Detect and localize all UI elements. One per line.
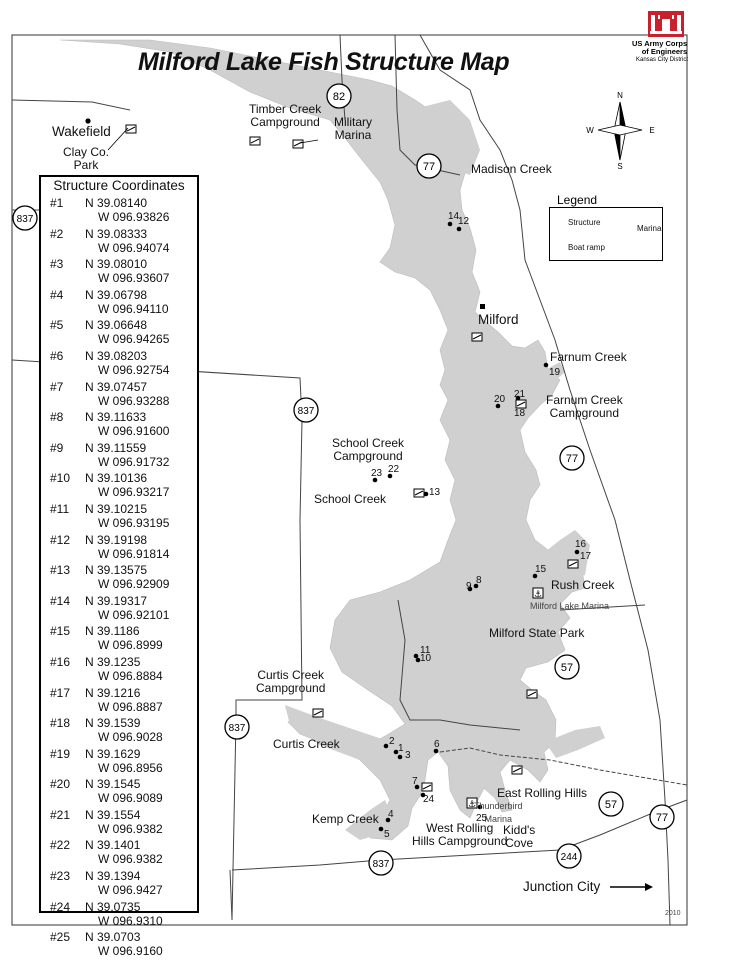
coordinate-row [41,837,197,868]
coordinate-lat: N 39.06648 [85,318,148,333]
structure-label: 3 [405,750,411,761]
coordinate-lon: W 096.93195 [98,515,170,530]
structure-label: 10 [420,653,432,664]
coordinate-lon: W 096.94074 [98,240,170,255]
boat-ramp-icon [527,690,537,698]
coordinate-lat: N 39.08010 [85,257,148,272]
svg-text:E: E [649,126,655,135]
boat-ramp-icon [422,783,432,791]
place-east-rolling-hills: East Rolling Hills [497,786,588,800]
svg-text:244: 244 [560,852,578,863]
svg-text:57: 57 [560,662,574,674]
coordinate-row [41,776,197,807]
highway-837-shield [369,851,393,875]
svg-text:77: 77 [565,453,579,465]
svg-text:837: 837 [16,214,34,225]
place-milford-state-park: Milford State Park [489,626,585,640]
structure-label: 13 [429,487,441,498]
coordinate-row [41,348,197,379]
coordinate-row [41,317,197,348]
coordinate-lat: N 39.1629 [85,746,141,761]
place-school-creek-campground: School Creek Campground [332,436,405,463]
legend-marina-label: Marina [637,224,662,233]
structure-label: 16 [575,539,587,550]
coordinate-num: #6 [50,348,64,363]
coordinate-lat: N 39.1539 [85,716,141,731]
coordinate-num: #7 [50,379,64,394]
place-rush-creek: Rush Creek [551,578,615,592]
place-kemp-creek: Kemp Creek [312,812,379,826]
coordinate-num: #17 [50,685,71,700]
coordinate-lat: N 39.08333 [85,226,148,241]
boat-ramp-icon [472,333,482,341]
coordinate-row [41,440,197,471]
structure-label: 18 [514,408,526,419]
coordinate-num: #14 [50,593,71,608]
coordinate-num: #19 [50,746,71,761]
boat-ramp-icon [313,709,323,717]
coordinate-lat: N 39.08140 [85,196,148,210]
place-west-rolling-hills-campground: West Rolling Hills Campground [412,821,508,848]
coordinate-lon: W 096.9160 [98,944,163,959]
svg-text:837: 837 [297,406,315,417]
structure-label: 12 [458,216,470,227]
coordinate-num: #18 [50,716,71,731]
highway-244-shield [557,844,581,868]
coordinate-num: #1 [50,196,64,210]
structure-label: 17 [580,551,592,562]
svg-text:N: N [617,91,623,100]
coordinate-num: #3 [50,257,64,272]
coordinate-row [41,899,197,930]
coordinate-row [41,470,197,501]
highway-77-shield [560,446,584,470]
coordinate-lat: N 39.1554 [85,807,141,822]
place-kidds-cove: Kidd's Cove [503,823,536,850]
structure-label: 20 [494,394,506,405]
place-farnum-creek-campground: Farnum Creek Campground [546,393,623,420]
highway-82-shield [327,84,351,108]
structure-coordinates-table [39,175,199,959]
highway-57-shield [555,655,579,679]
place-junction-city: Junction City [523,879,601,894]
legend-title: Legend [557,193,598,207]
svg-text:77: 77 [422,161,436,173]
coordinates-heading: Structure Coordinates [53,178,185,193]
svg-text:⚓: ⚓ [467,800,477,810]
boat-ramp-icon [512,766,522,774]
coordinate-num: #9 [50,440,64,455]
coordinate-row [41,409,197,440]
coordinate-row [41,746,197,777]
coordinate-lon: W 096.9427 [98,883,163,898]
place-timber-creek-campground: Timber Creek Campground [249,102,322,129]
coordinate-row [41,623,197,654]
agency-name: US Army Corps of Engineers [632,39,688,56]
coordinate-num: #13 [50,563,71,578]
coordinate-lon: W 096.92754 [98,362,170,377]
coordinate-num: #4 [50,287,64,302]
coordinate-lon: W 096.91814 [98,546,170,561]
structure-label: 22 [388,464,400,475]
coordinate-num: #12 [50,532,71,547]
marina-anchor-icon [533,588,543,600]
place-milford: Milford [478,312,519,327]
boat-ramp-icon [568,560,578,568]
place-curtis-creek: Curtis Creek [273,737,340,751]
place-madison-creek: Madison Creek [471,162,552,176]
coordinate-lon: W 096.93288 [98,393,170,408]
agency-district: Kansas City District [636,57,689,63]
coordinate-row [41,685,197,716]
coordinate-num: #16 [50,654,71,669]
svg-text:837: 837 [372,859,390,870]
place-military-marina: Military Marina [334,115,372,142]
coordinate-lon: W 096.8887 [98,699,163,714]
legend-structure-label: Structure [568,218,601,227]
coordinate-lon: W 096.8999 [98,638,163,653]
coordinate-lon: W 096.9382 [98,852,163,867]
coordinate-lat: N 39.11559 [85,440,147,455]
coordinate-lon: W 096.8884 [98,668,163,683]
coordinate-num: #15 [50,624,71,639]
place-curtis-creek-campground: Curtis Creek Campground [256,668,326,695]
structure-label: 5 [384,829,390,840]
boat-ramp-icon [293,140,303,148]
coordinate-lat: N 39.06798 [85,287,148,302]
coordinate-row [41,195,197,226]
coordinate-lat: N 39.11633 [85,410,147,425]
coordinate-lat: N 39.08203 [85,348,148,363]
svg-text:W: W [586,126,594,135]
place-clay-co-park: Clay Co. Park [63,145,110,172]
svg-text:⚓: ⚓ [533,590,543,600]
structure-label: 9 [466,581,472,592]
coordinate-lon: W 096.93826 [98,210,170,224]
structure-label: 4 [388,809,394,820]
coordinate-lon: W 096.91732 [98,454,170,469]
boat-ramp-icon [414,489,424,497]
structure-label: 25 [476,813,488,824]
coordinate-lat: N 39.1186 [85,624,140,639]
coordinate-lat: N 39.0735 [85,899,141,914]
coordinate-lat: N 39.1545 [85,777,141,792]
coordinate-num: #22 [50,838,71,853]
coordinate-lat: N 39.10215 [85,501,148,516]
highway-837-shield [225,715,249,739]
structure-label: 23 [371,468,383,479]
coordinate-row [41,501,197,532]
coordinate-lon: W 096.93607 [98,271,170,286]
structure-label: 8 [476,575,482,586]
coordinate-row [41,654,197,685]
svg-text:S: S [617,162,623,171]
place-school-creek: School Creek [314,492,387,506]
place-farnum-creek: Farnum Creek [550,350,627,364]
place-milford-lake-marina: Milford Lake Marina [530,601,610,611]
coordinate-row [41,868,197,899]
coordinate-row [41,532,197,563]
structure-label: 15 [535,564,547,575]
coordinate-lat: N 39.1394 [85,869,141,884]
legend-boat-ramp-label: Boat ramp [568,243,605,252]
highway-77-shield [650,805,674,829]
svg-text:57: 57 [604,799,618,811]
coordinate-lat: N 39.1216 [85,685,141,700]
coordinate-lat: N 39.19317 [85,593,148,608]
coordinate-lat: N 39.0703 [85,930,141,945]
highway-57-shield [599,792,623,816]
coordinate-num: #24 [50,899,71,914]
coordinate-lon: W 096.94110 [98,301,169,316]
coordinate-lon: W 096.92909 [98,577,170,592]
coordinate-lon: W 096.8956 [98,760,163,775]
coordinate-row [41,226,197,257]
coordinate-lon: W 096.91600 [98,424,170,439]
svg-text:77: 77 [655,812,669,824]
coordinate-row [41,287,197,318]
structure-label: 7 [412,776,418,787]
coordinate-num: #20 [50,777,71,792]
boat-ramp-icon [250,137,260,145]
coordinate-lon: W 096.9028 [98,730,163,745]
structure-label: 1 [398,743,404,754]
coordinate-lat: N 39.13575 [85,563,148,578]
coordinate-num: #8 [50,410,64,425]
highway-837-shield [13,206,37,230]
svg-text:837: 837 [228,723,246,734]
coordinate-lon: W 096.9382 [98,821,163,836]
highway-77-shield [417,154,441,178]
coordinate-lon: W 096.9089 [98,791,163,806]
place-wakefield: Wakefield [52,124,111,139]
structure-label: 14 [448,211,460,222]
coordinate-row [41,562,197,593]
coordinate-lon: W 096.92101 [98,607,170,622]
coordinate-row [41,379,197,410]
coordinate-lon: W 096.93217 [98,485,170,500]
coordinate-num: #2 [50,226,64,241]
coordinate-lon: W 096.9310 [98,913,163,928]
coordinate-lat: N 39.1235 [85,654,141,669]
structure-label: 11 [420,645,431,656]
coordinate-lat: N 39.10136 [85,471,148,486]
usace-logo-icon [648,11,684,37]
coordinate-lon: W 096.94265 [98,332,170,347]
coordinate-num: #11 [50,501,70,516]
coordinate-lat: N 39.1401 [85,838,141,853]
coordinate-row [41,593,197,624]
structure-label: 2 [389,736,395,747]
coordinate-num: #21 [50,807,71,822]
coordinate-num: #23 [50,869,71,884]
coordinate-row [41,256,197,287]
coordinate-row [41,715,197,746]
coordinate-row [41,807,197,838]
svg-text:82: 82 [332,91,346,103]
coordinate-num: #25 [50,930,71,945]
structure-label: 21 [514,389,526,400]
coordinate-lat: N 39.19198 [85,532,148,547]
coordinate-lat: N 39.07457 [85,379,148,394]
place-thunderbird-marina: Thunderbird Marina [474,801,523,824]
map-year: 2010 [665,910,681,917]
coordinate-num: #10 [50,471,71,486]
structure-label: 19 [549,367,561,378]
structure-label: 24 [423,794,435,805]
map-title: Milford Lake Fish Structure Map [138,48,510,76]
highway-837-shield [294,398,318,422]
structure-label: 6 [434,739,440,750]
coordinate-num: #5 [50,318,64,333]
